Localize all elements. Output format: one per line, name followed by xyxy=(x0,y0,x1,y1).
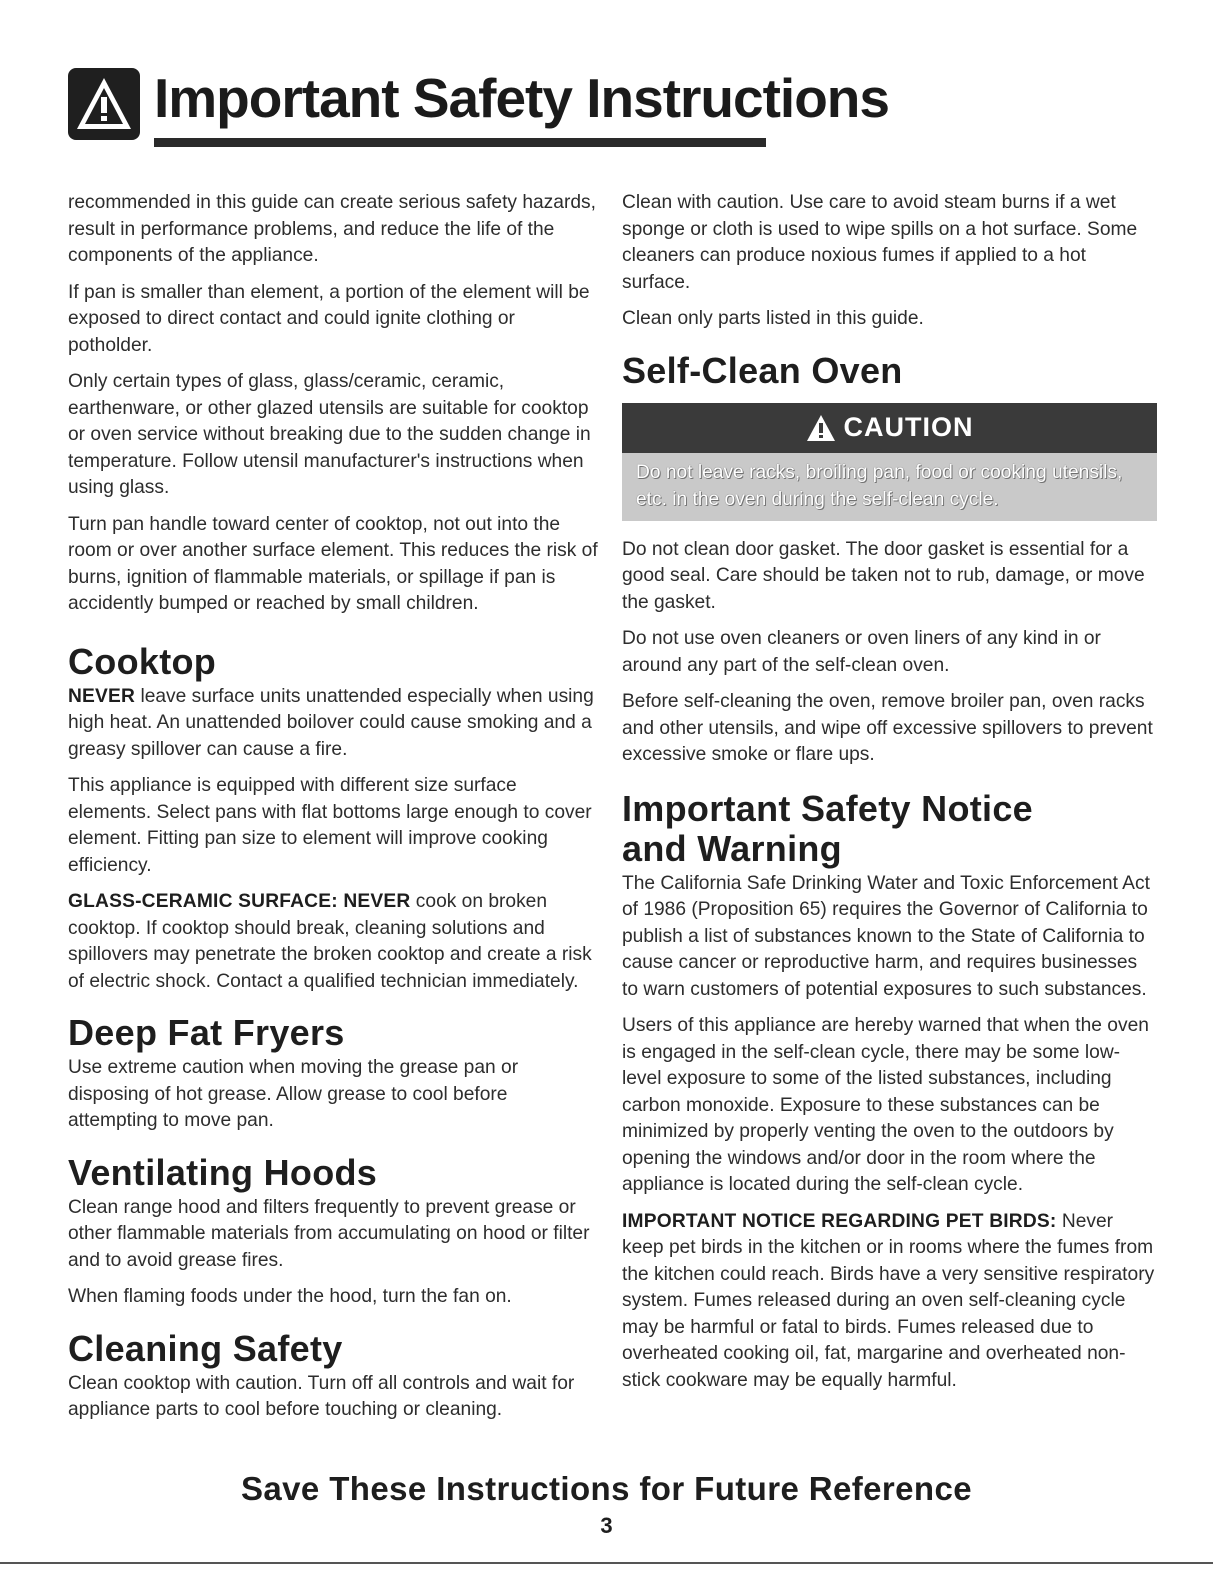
section-heading-fryers: Deep Fat Fryers xyxy=(68,1012,345,1053)
cooktop-text: cook on broken cooktop. If cooktop should break, cleaning solutions and spillovers may penetrate the broken cooktop and create a risk of electric shock. Contact a qualified technician immediately. xyxy=(68,891,592,992)
self-clean-paragraph: Do not clean door gasket. The door gasket is essential for a good seal. Care should be taken not to rub, damage, or move the gasket. xyxy=(622,538,1145,613)
caution-header xyxy=(622,403,1157,453)
hoods-paragraph: When flaming foods under the hood, turn the fan on. xyxy=(68,1286,512,1307)
cooktop-paragraph xyxy=(68,889,598,995)
notice-paragraph xyxy=(622,1209,1157,1395)
title-underline xyxy=(154,138,766,147)
cooktop-paragraph: This appliance is equipped with different size surface elements. Select pans with flat bottoms large enough to cover element. Fitting pan size to element will improve cooking efficiency. xyxy=(68,775,592,876)
right-column xyxy=(622,190,1157,1404)
cooktop-text: leave surface units unattended especially when using high heat. An unattended boilover could cause smoking and a greasy spillover can cause a fire. xyxy=(68,685,594,760)
bottom-divider xyxy=(0,1562,1213,1564)
self-clean-paragraph: Do not use oven cleaners or oven liners of any kind in or around any part of the self-clean oven. xyxy=(622,628,1101,676)
section-heading-notice xyxy=(622,789,1157,869)
intro-paragraph: Only certain types of glass, glass/ceramic, ceramic, earthenware, or other glazed utensils are suitable for cooktop or oven service without breaking due to the sudden change in temperature. Follow utensil manufacturer's instructions when using glass. xyxy=(68,371,591,498)
hoods-paragraph: Clean range hood and filters frequently to prevent grease or other flammable materials from accumulating on hood or filter and to avoid grease fires. xyxy=(68,1196,590,1271)
cooktop-paragraph xyxy=(68,684,598,764)
warning-triangle-icon xyxy=(68,68,140,140)
section-heading-hoods: Ventilating Hoods xyxy=(68,1151,378,1193)
caution-label: CAUTION xyxy=(843,412,974,442)
footer-title: Save These Instructions for Future Reference xyxy=(241,1470,972,1507)
left-column xyxy=(68,190,598,1434)
caution-box xyxy=(622,403,1157,521)
notice-text: Never keep pet birds in the kitchen or in rooms where the fumes from the kitchen could reach. Birds have a very sensitive respiratory system. Fumes released during an oven self-cleaning cycle may be harmful or fatal to birds. Fumes released due to overheated cooking oil, fat, margarine and overheated non-stick cookware may be equally harmful. xyxy=(622,1210,1155,1391)
caution-text: Do not leave racks, broiling pan, food or cooking utensils, etc. in the oven during the self-clean cycle. xyxy=(622,453,1157,521)
notice-paragraph: Users of this appliance are hereby warned that when the oven is engaged in the self-clean cycle, there may be some low-level exposure to some of the listed substances, including carbon monoxide. Exposure to these substances can be minimized by properly venting the oven to the outdoors by opening the windows and/or door in the room where the appliance is located during the self-clean cycle. xyxy=(622,1015,1149,1195)
section-heading-cleaning: Cleaning Safety xyxy=(68,1327,343,1369)
cleaning-paragraph: Clean with caution. Use care to avoid steam burns if a wet sponge or cloth is used to wipe spills on a hot surface. Some cleaners can produce noxious fumes if applied to a hot surface. xyxy=(622,192,1138,293)
glass-ceramic-keyword: GLASS-CERAMIC SURFACE: NEVER xyxy=(68,891,411,912)
never-keyword: NEVER xyxy=(68,685,136,707)
caution-triangle-icon xyxy=(806,414,836,442)
intro-paragraph: If pan is smaller than element, a portion of the element will be exposed to direct contact and could ignite clothing or potholder. xyxy=(68,281,590,356)
pet-birds-keyword: IMPORTANT NOTICE REGARDING PET BIRDS: xyxy=(622,1210,1057,1232)
notice-heading-line1: Important Safety Notice xyxy=(622,787,1033,829)
cleaning-paragraph: Clean cooktop with caution. Turn off all controls and wait for appliance parts to cool before touching or cleaning. xyxy=(68,1372,575,1420)
section-heading-cooktop: Cooktop xyxy=(68,640,217,682)
intro-paragraph: Turn pan handle toward center of cooktop, not out into the room or over another surface element. This reduces the risk of burns, ignition of flammable materials, or spillage if pan is accidently bumped or reached by small children. xyxy=(68,513,598,614)
intro-paragraph: recommended in this guide can create serious safety hazards, result in performance problems, and reduce the life of the components of the appliance. xyxy=(68,192,596,266)
notice-heading-line2: and Warning xyxy=(622,827,842,869)
page-number: 3 xyxy=(600,1513,613,1538)
notice-paragraph: The California Safe Drinking Water and Toxic Enforcement Act of 1986 (Proposition 65) requires the Governor of California to publish a list of substances known to the State of California to cause cancer or reproductive harm, and requires businesses to warn customers of potential exposures to such substances. xyxy=(622,872,1150,1000)
cleaning-paragraph: Clean only parts listed in this guide. xyxy=(622,308,924,329)
section-heading-self-clean: Self-Clean Oven xyxy=(622,349,903,391)
fryers-paragraph: Use extreme caution when moving the grease pan or disposing of hot grease. Allow grease to cool before attempting to move pan. xyxy=(68,1057,519,1131)
self-clean-paragraph: Before self-cleaning the oven, remove broiler pan, oven racks and other utensils, and wipe off excessive spillovers to prevent excessive smoke or flare ups. xyxy=(622,691,1153,765)
page-header xyxy=(68,62,889,152)
page-title: Important Safety Instructions xyxy=(154,67,889,129)
